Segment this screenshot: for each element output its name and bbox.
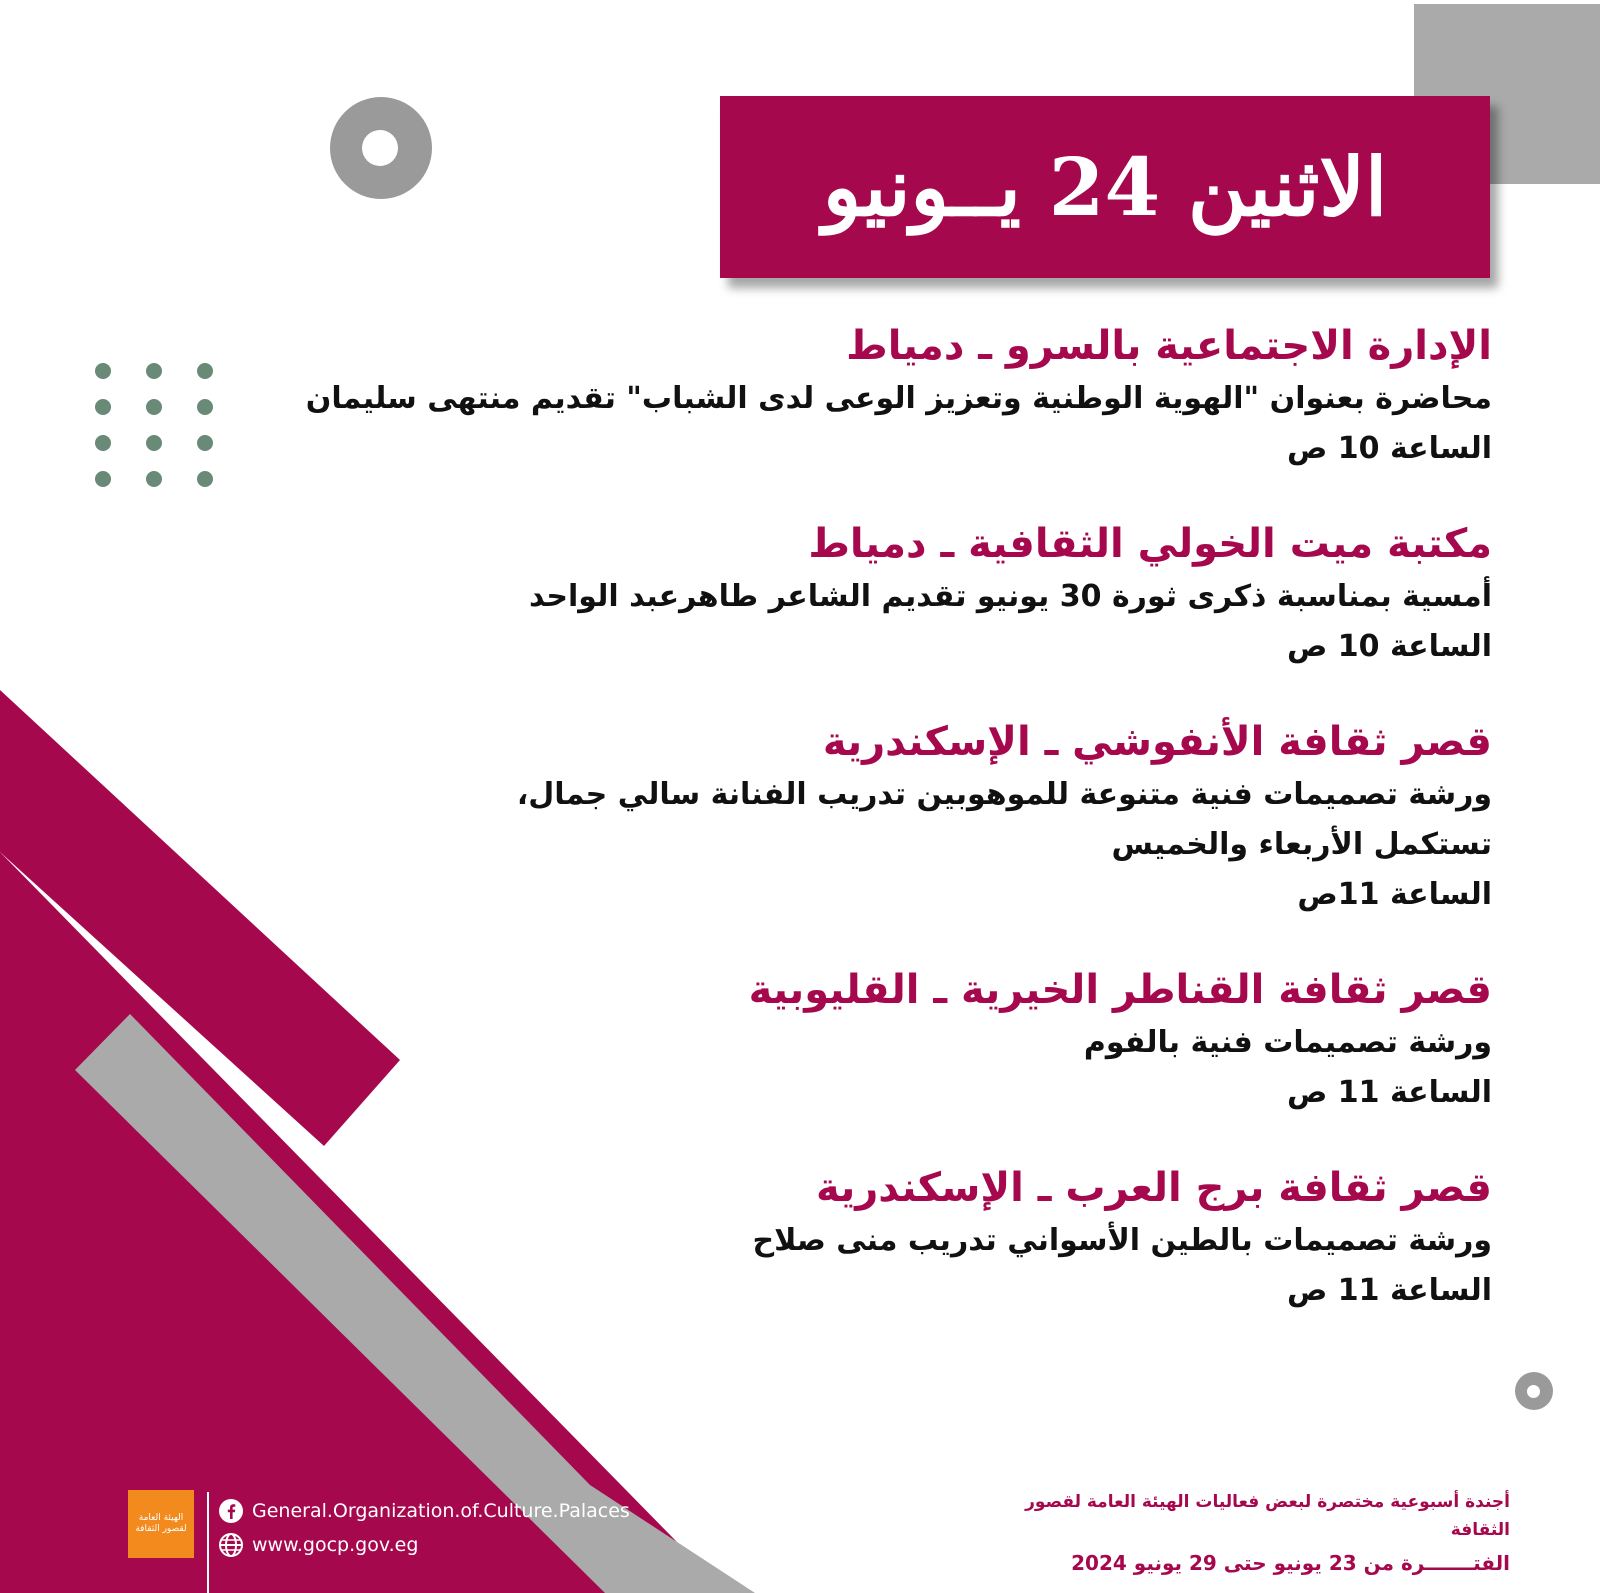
event-time: الساعة 11 ص (1286, 1273, 1492, 1308)
facebook-page-name: General.Organization.of.Culture.Palaces (252, 1500, 630, 1522)
event-item (292, 962, 1492, 1118)
event-description: ورشة تصميمات بالطين الأسواني تدريب منى صلاح (752, 1223, 1492, 1258)
event-time: الساعة 11 ص (1286, 1075, 1492, 1110)
website-url: www.gocp.gov.eg (252, 1534, 419, 1556)
ring-decoration-hole (362, 130, 398, 166)
dot (146, 399, 162, 415)
dot (197, 363, 213, 379)
facebook-link[interactable] (218, 1494, 630, 1528)
agenda-period: الفتـــــــرة من 23 يونيو حتى 29 يونيو 2024 (1071, 1551, 1510, 1575)
event-description: محاضرة بعنوان "الهوية الوطنية وتعزيز الوعى لدى الشباب" تقديم منتهى سليمان (305, 381, 1492, 416)
event-item (292, 516, 1492, 672)
dot (146, 435, 162, 451)
dot (95, 399, 111, 415)
event-item (292, 1160, 1492, 1316)
footer-divider (207, 1492, 209, 1593)
events-list (292, 318, 1492, 1358)
event-venue: مكتبة ميت الخولي الثقافية ـ دمياط (808, 521, 1492, 567)
event-venue: الإدارة الاجتماعية بالسرو ـ دمياط (846, 323, 1492, 369)
dot (146, 363, 162, 379)
event-time: الساعة 10 ص (1286, 431, 1492, 466)
page-title: الاثنين 24 يــونيو (822, 140, 1388, 234)
dot (197, 399, 213, 415)
event-time: الساعة 10 ص (1286, 629, 1492, 664)
gocp-logo (128, 1490, 194, 1558)
dot (95, 435, 111, 451)
event-venue: قصر ثقافة برج العرب ـ الإسكندرية (815, 1165, 1492, 1211)
dot (95, 471, 111, 487)
event-description: أمسية بمناسبة ذكرى ثورة 30 يونيو تقديم الشاعر طاهرعبد الواحد (529, 579, 1492, 614)
agenda-description: أجندة أسبوعية مختصرة لبعض فعاليات الهيئة العامة لقصور الثقافة (1025, 1492, 1510, 1540)
agenda-footer (990, 1488, 1510, 1582)
dot-grid (95, 363, 225, 493)
website-link[interactable] (218, 1528, 418, 1562)
event-time: الساعة 11ص (1297, 877, 1492, 912)
event-description: ورشة تصميمات فنية متنوعة للموهوبين تدريب الفنانة سالي جمال، تستكمل الأربعاء والخميس (516, 777, 1492, 862)
dot (197, 471, 213, 487)
ring-decoration-small-hole (1527, 1385, 1540, 1398)
globe-icon (218, 1532, 244, 1558)
dot (197, 435, 213, 451)
dot (146, 471, 162, 487)
event-item (292, 318, 1492, 474)
dot (95, 363, 111, 379)
event-item (292, 714, 1492, 920)
event-venue: قصر ثقافة القناطر الخيرية ـ القليوبية (748, 967, 1492, 1013)
event-description: ورشة تصميمات فنية بالفوم (1083, 1025, 1492, 1060)
facebook-icon (218, 1498, 244, 1524)
event-venue: قصر ثقافة الأنفوشي ـ الإسكندرية (822, 719, 1492, 765)
logo-text: الهيئة العامة لقصور الثقافة (135, 1513, 187, 1534)
